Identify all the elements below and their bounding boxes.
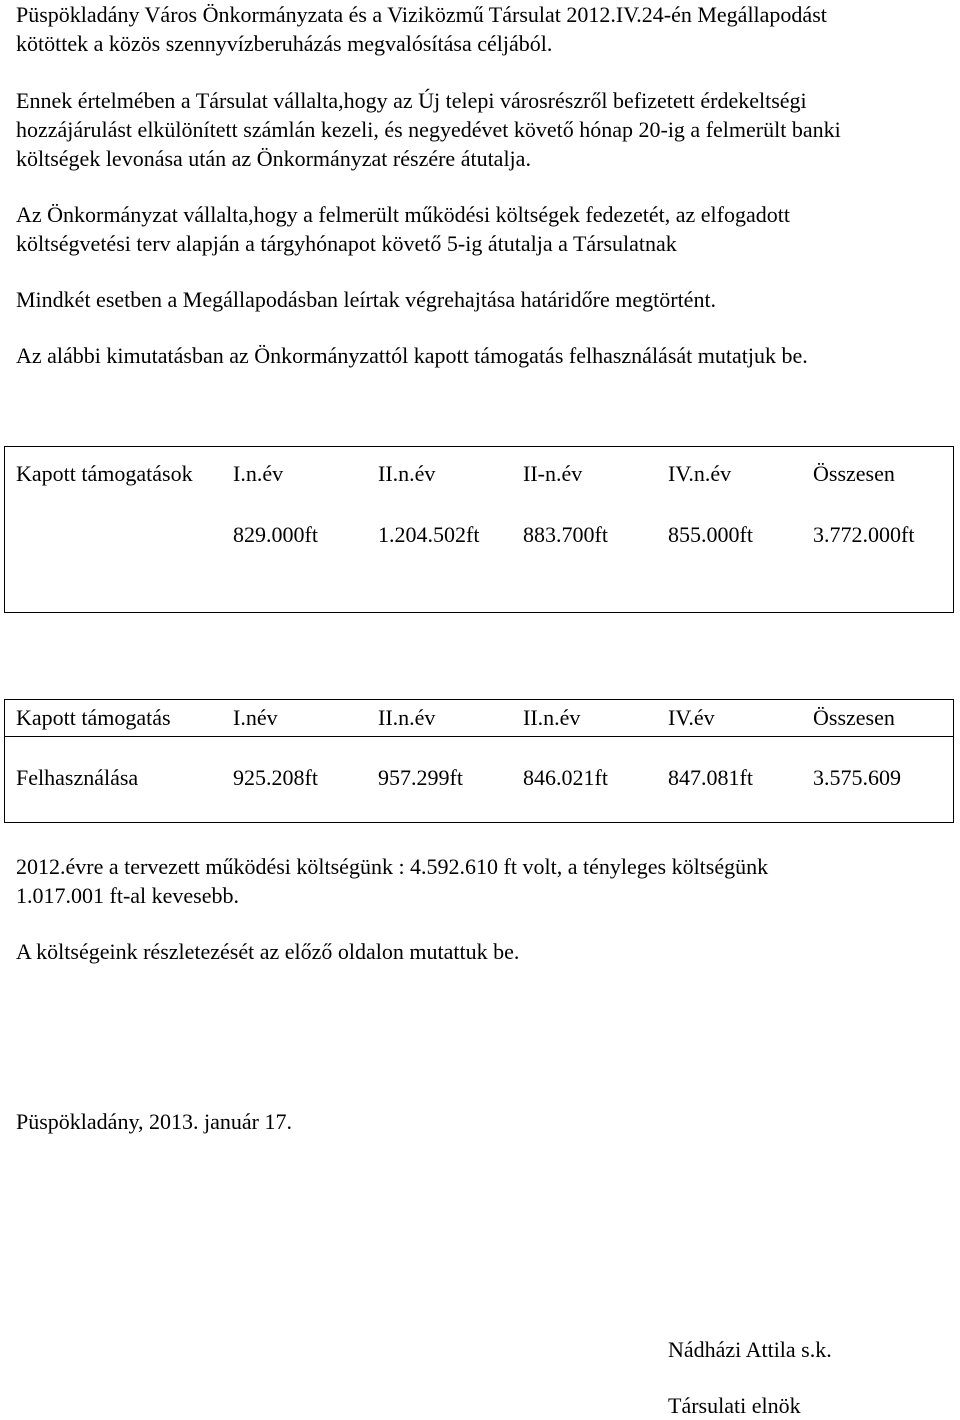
- table-header-cell: Összesen: [813, 461, 895, 486]
- table-cell: 846.021ft: [523, 765, 608, 790]
- table-cell: 925.208ft: [233, 765, 318, 790]
- place-date: Püspökladány, 2013. január 17.: [16, 1109, 292, 1134]
- paragraph-municipality-line-1: Az Önkormányzat vállalta,hogy a felmerült működési költségek fedezetét, az elfogadott: [16, 202, 790, 227]
- table-header-cell: II-n.év: [523, 461, 583, 486]
- signature-name: Nádházi Attila s.k.: [668, 1337, 832, 1362]
- table-header-cell: Kapott támogatások: [16, 461, 193, 486]
- table-cell: Felhasználása: [16, 765, 139, 790]
- table-cell: 957.299ft: [378, 765, 463, 790]
- paragraph-execution: Mindkét esetben a Megállapodásban leírtak végrehajtása határidőre megtörtént.: [16, 287, 717, 312]
- table-cell: 847.081ft: [668, 765, 753, 790]
- paragraph-company-line-1: Ennek értelmében a Társulat vállalta,hogy az Új telepi városrészről befizetett érdekeltségi: [16, 88, 807, 113]
- table-header-cell: II.n.év: [523, 705, 581, 730]
- table-header-cell: II.n.év: [378, 705, 436, 730]
- table-header-cell: II.n.év: [378, 461, 436, 486]
- table-cell: 1.204.502ft: [378, 522, 480, 547]
- table-header-row: [5, 704, 953, 732]
- table-row: [5, 521, 953, 549]
- paragraph-agreement-line-1: Püspökladány Város Önkormányzata és a Viziközmű Társulat 2012.IV.24-én Megállapodást: [16, 2, 827, 27]
- paragraph-agreement-line-2: kötöttek a közös szennyvízberuházás megvalósítása céljából.: [16, 31, 553, 56]
- table-header-cell: IV.n.év: [668, 461, 732, 486]
- table-header-cell: IV.év: [668, 705, 715, 730]
- table-cell: 855.000ft: [668, 522, 753, 547]
- table-cell: 3.772.000ft: [813, 522, 915, 547]
- table-row: [5, 764, 953, 792]
- table-cell: 3.575.609: [813, 765, 901, 790]
- cost-details-note: A költségeink részletezését az előző oldalon mutattuk be.: [16, 939, 520, 964]
- table-row-divider: [5, 736, 953, 737]
- table-header-cell: I.név: [233, 705, 278, 730]
- table-cell: 829.000ft: [233, 522, 318, 547]
- table-header-cell: Kapott támogatás: [16, 705, 171, 730]
- table-header-cell: Összesen: [813, 705, 895, 730]
- signature-title: Társulati elnök: [668, 1393, 801, 1418]
- summary-line-1: 2012.évre a tervezett működési költségünk : 4.592.610 ft volt, a tényleges költségünk: [16, 854, 769, 879]
- table-header-row: [5, 460, 953, 488]
- paragraph-municipality-line-2: költségvetési terv alapján a tárgyhónapot követő 5-ig átutalja a Társulatnak: [16, 231, 677, 256]
- paragraph-company-line-3: költségek levonása után az Önkormányzat részére átutalja.: [16, 146, 531, 171]
- table-cell: 883.700ft: [523, 522, 608, 547]
- table-support-usage: [4, 699, 954, 823]
- summary-line-2: 1.017.001 ft-al kevesebb.: [16, 883, 239, 908]
- paragraph-table-intro: Az alábbi kimutatásban az Önkormányzattól kapott támogatás felhasználását mutatjuk be.: [16, 343, 808, 368]
- table-header-cell: I.n.év: [233, 461, 284, 486]
- table-received-support: [4, 446, 954, 613]
- paragraph-company-line-2: hozzájárulást elkülönített számlán kezeli, és negyedévet követő hónap 20-ig a felmerült banki: [16, 117, 841, 142]
